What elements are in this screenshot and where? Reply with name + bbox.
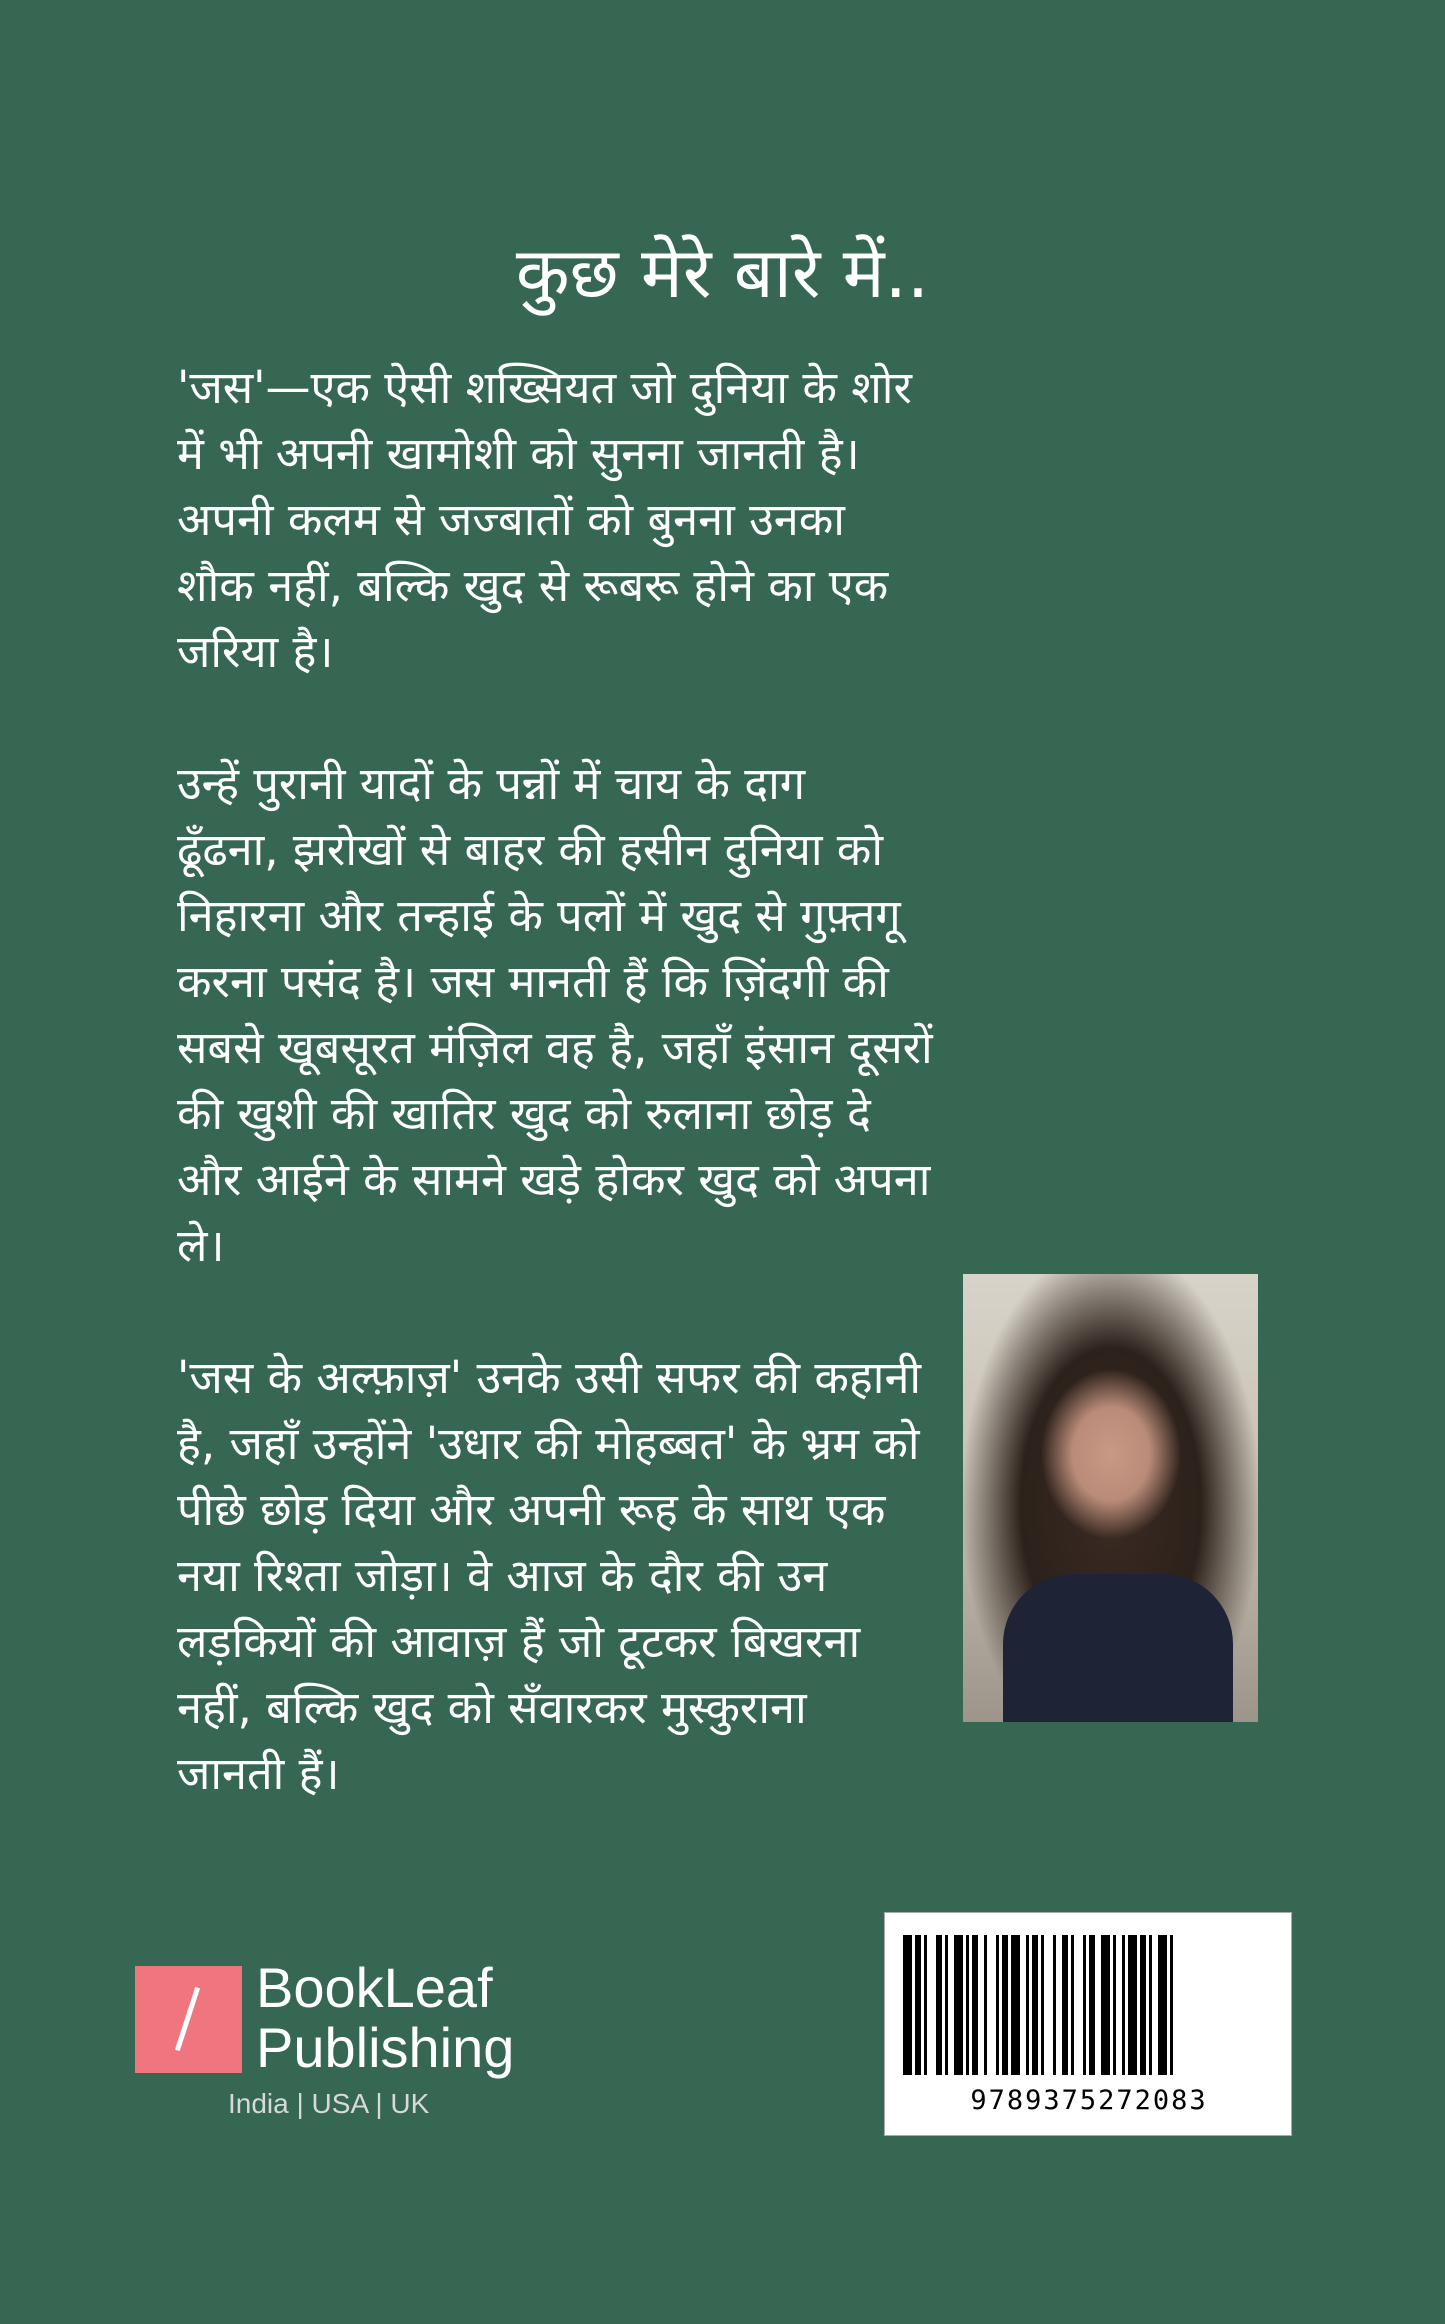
barcode-bar	[1071, 1935, 1074, 2075]
barcode-bar	[936, 1935, 942, 2075]
barcode-bar	[1083, 1935, 1086, 2075]
barcode-bar	[1158, 1935, 1167, 2075]
barcode-bar	[903, 1935, 912, 2075]
barcode-bar	[1041, 1935, 1044, 2075]
barcode-bar	[924, 1935, 927, 2075]
bio-paragraph-3: 'जस के अल्फ़ाज़' उनके उसी सफर की कहानी है, जहाँ उन्होंने 'उधार की मोहब्बत' के भ्रम को पीछे छोड़ दिया और अपनी रूह के साथ एक नया रिश्ता जोड़ा। वे आज के दौर की उन लड़कियों की आवाज़ हैं जो टूटकर बिखरना नहीं, बल्कि खुद को सँवारकर मुस्कुराना जानती हैं।	[177, 1351, 922, 1800]
bio-paragraph-1: 'जस'—एक ऐसी शख्सियत जो दुनिया के शोर में भी अपनी खामोशी को सुनना जानती है। अपनी कलम से जज्बातों को बुनना उनका शौक नहीं, बल्कि खुद से रूबरू होने का एक जरिया है।	[177, 361, 912, 678]
barcode-bar	[1002, 1935, 1008, 2075]
isbn-number: 9789375272083	[970, 2085, 1208, 2116]
barcode-bar	[1113, 1935, 1116, 2075]
publisher-logo-mark	[135, 1966, 242, 2073]
isbn-barcode	[884, 1912, 1292, 2136]
barcode-bar	[1032, 1935, 1038, 2075]
barcode-bar	[1128, 1935, 1137, 2075]
publisher-regions: India | USA | UK	[228, 2088, 430, 2119]
barcode-bar	[1026, 1935, 1029, 2075]
barcode-bar	[915, 1935, 921, 2075]
barcode-bar	[945, 1935, 948, 2075]
barcode-bar	[1062, 1935, 1068, 2075]
barcode-bar	[1101, 1935, 1110, 2075]
barcode-bar	[1149, 1935, 1152, 2075]
slash-icon	[175, 1987, 200, 2051]
barcode-bar	[1089, 1935, 1095, 2075]
publisher-name: BookLeaf Publishing	[256, 1956, 515, 2079]
barcode-bar	[954, 1935, 963, 2075]
publisher-logo	[135, 1958, 555, 2118]
barcode-bars	[903, 1935, 1275, 2075]
barcode-bar	[996, 1935, 999, 2075]
author-photo-shirt	[1003, 1574, 1233, 1722]
barcode-bar	[1053, 1935, 1056, 2075]
bio-paragraph-2: उन्हें पुरानी यादों के पन्नों में चाय के दाग ढूँढना, झरोखों से बाहर की हसीन दुनिया को निहारना और तन्हाई के पलों में खुद से गुफ़्तगू करना पसंद है। जस मानती हैं कि ज़िंदगी की सबसे खूबसूरत मंज़िल वह है, जहाँ इंसान दूसरों की खुशी की खातिर खुद को रुलाना छोड़ दे और आईने के सामने खड़े होकर खुद को अपना ले।	[177, 757, 933, 1272]
page-title: कुछ मेरे बारे में..	[515, 232, 930, 314]
author-bio	[177, 355, 997, 1873]
barcode-bar	[966, 1935, 969, 2075]
barcode-bar	[1122, 1935, 1125, 2075]
author-photo	[963, 1274, 1258, 1722]
barcode-bar	[984, 1935, 987, 2075]
barcode-bar	[1170, 1935, 1173, 2075]
barcode-bar	[1140, 1935, 1146, 2075]
barcode-bar	[972, 1935, 978, 2075]
barcode-bar	[1011, 1935, 1020, 2075]
